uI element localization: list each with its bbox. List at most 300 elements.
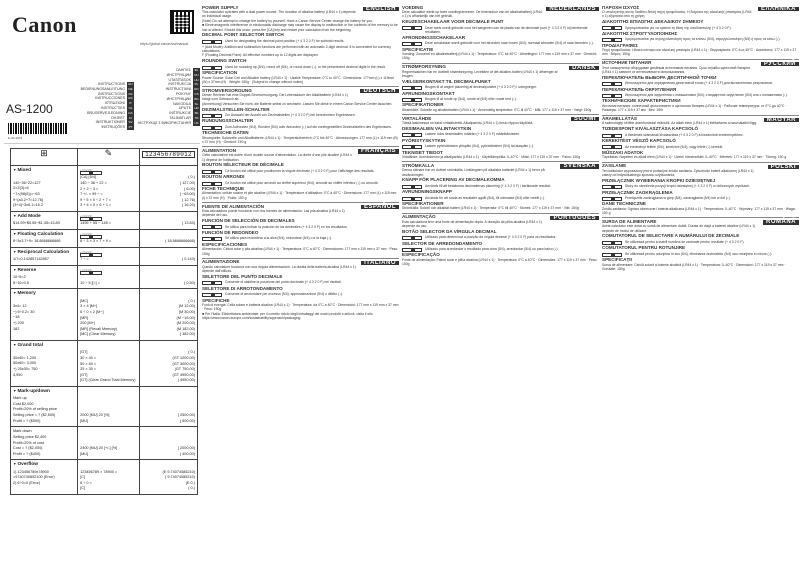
calc-expression: 2) 6÷0=0 (Error) bbox=[13, 480, 41, 485]
language-label: INSTRUKCJA bbox=[168, 82, 191, 87]
switch-description bbox=[202, 113, 399, 118]
language-badge: PORTUGUÊS bbox=[550, 216, 599, 220]
switch-icon bbox=[402, 98, 422, 102]
calc-display-result: (M 182.00) bbox=[176, 326, 195, 331]
switch-description bbox=[602, 240, 799, 245]
calc-expression: Selling price = ? ($2,500) bbox=[13, 412, 56, 417]
section-text: Regnemaskinen har en dobbelt strømforsyning. Levetiden af det alkaline-batteri (LR44 x 1) afhænger af brugen. bbox=[402, 69, 558, 78]
instructions-language-list-right bbox=[138, 68, 200, 126]
calc-expression: (3+4)÷3x6.1=16.2 bbox=[13, 203, 43, 208]
section-text: + (Add Mode): Addition and subtraction functions are performed with an automatic 2-digit decimal. It is convenient for currency calculations. bbox=[202, 44, 391, 53]
section-text: Strømkilde: Solcelle og alkalinebatteri (LR44 x 1) · Anvendelig temperatur: 0°C til 40°C · Mål: 177 x 119 x 37 mm · Vægt: 150g bbox=[402, 107, 592, 112]
language-badge: ITALIANO bbox=[361, 261, 399, 265]
calc-keystrokes: 200 [M+] bbox=[80, 321, 95, 326]
section-heading: SPECIFIKATIONER bbox=[402, 102, 444, 108]
manual-column-1 bbox=[202, 4, 399, 321]
calc-expression: Profit=20% of cost bbox=[13, 440, 44, 445]
language-code-badge: DA bbox=[128, 110, 133, 115]
switch-scale: + 4 3 2 0 F bbox=[80, 214, 92, 218]
calc-keystrokes: 123456789 × 78900 = bbox=[80, 469, 118, 474]
switch-description bbox=[602, 144, 799, 149]
section-heading: PRZEŁĄCZNIK ZAOKRĄGLENIA bbox=[602, 189, 673, 195]
calc-display-result: ( 500.00) bbox=[179, 418, 195, 423]
section-text: Ce bouton est utilisé pour positionner la virgule décimale (+ 4 3 2 0 F) pour l'affichage des résultats. bbox=[225, 168, 375, 173]
language-code-badge: IT bbox=[127, 101, 134, 106]
language-code-badge: ES bbox=[128, 96, 133, 101]
section-heading: DEZIMALSTELLEN-SCHALTER bbox=[202, 106, 270, 112]
section-text: Laskee tulos desimaalien määrän (+ 4 3 2 0 F) määrittämiseen. bbox=[425, 132, 521, 137]
switch-icon bbox=[602, 94, 622, 98]
switch-description bbox=[202, 39, 399, 44]
section-heading: FUNCIÓN DE REDONDEO bbox=[202, 229, 259, 235]
language-code-badge: BG bbox=[194, 96, 199, 101]
switch-icon bbox=[202, 126, 222, 130]
calc-expression: Selling price $2,400 bbox=[13, 434, 47, 439]
section-heading: AFRUNDINGSKONTAKT bbox=[402, 90, 455, 96]
language-code-badge: RO bbox=[194, 87, 199, 92]
language-code-badge: SL bbox=[194, 101, 199, 106]
section-heading: ИСТОЧНИК ПИТАНИЯ bbox=[602, 60, 652, 66]
section-text: Ten kalkulator wyposażony jest w podwójne źródło zasilania. Żywotność baterii alkalicznej (LR44 x 1) zależy od indywidualnego sposobu użytkowania. bbox=[602, 168, 754, 177]
section-heading: BOTÃO SELECTOR DA VÍRGULA DECIMAL bbox=[402, 228, 497, 234]
calc-display-result: ( 0.) bbox=[188, 298, 195, 303]
calc-expression: 30x40= 1,200 bbox=[13, 355, 37, 360]
calc-section-row bbox=[11, 211, 198, 229]
calc-section-title: ▼ Reciprocal Calculation bbox=[13, 250, 75, 255]
qr-url[interactable]: https://global.canon/ssi/manual bbox=[140, 42, 189, 46]
section-text: Источник питания: солнечный фотоэлемент и щелочная батарея (LR44 x 1) · Рабочие температуры: от 0°C до 40°C · Размеры: 177 x 119 x 37 мм · Вес: 150г bbox=[602, 103, 787, 113]
language-code-badge: PL bbox=[194, 82, 199, 87]
calc-section-row bbox=[11, 341, 198, 387]
calc-expression: Cost $2,000 bbox=[13, 401, 34, 406]
section-heading: DECIMAL POINT SELECTOR SWITCH bbox=[202, 32, 284, 38]
section-text: Sursa de alimentare: Celulă solară și baterie alcalină (LR44 x 1) · Temperatura: 0–40°C · Dimensiuni: 177 x 119 x 37 mm · Greutate: 150g bbox=[602, 262, 786, 271]
switch-icon bbox=[602, 241, 622, 245]
calc-section-row bbox=[11, 247, 198, 265]
section-text: Deze calculator werkt op twee voedingsbronnen. De levensduur van de alkalinebatterij (LR44 x 1) is afhankelijk van het gebruik. bbox=[402, 9, 542, 19]
section-heading: AFRONDINGSSCHAKELAAR bbox=[402, 34, 466, 40]
calc-display-result: ( 0.143) bbox=[181, 257, 195, 262]
calc-keystrokes: 2400 [MU] 20 [+/-] [%] bbox=[80, 446, 118, 451]
section-heading: FICHE TECHNIQUE bbox=[202, 186, 245, 191]
language-code-badge: SK bbox=[194, 111, 199, 116]
calc-keystrokes: 6 ÷ 0 = bbox=[80, 480, 92, 485]
language-code-badge: TR bbox=[194, 115, 199, 120]
language-label: UTASÍTÁSOK bbox=[168, 77, 191, 82]
section-heading: VIRTALÄHDE bbox=[402, 115, 432, 121]
calc-expression: −18 bbox=[13, 315, 20, 320]
section-heading: ROUNDING SWITCH bbox=[202, 58, 247, 64]
switch-description bbox=[202, 181, 399, 186]
section-heading: PYÖRISTYSKYTKIN bbox=[402, 137, 446, 143]
section-heading: ÁRAMELLÁTÁS bbox=[602, 116, 637, 121]
calc-expression: 8÷3x3.7+9= 18.8666666666 bbox=[13, 239, 61, 244]
section-text: F (Floating Decimal Point): All effective numbers up to 12 digits are displayed. bbox=[202, 53, 319, 58]
section-heading: COMUTATORUL PENTRU ROTUNJIRE bbox=[602, 245, 686, 251]
switch-icon bbox=[202, 225, 222, 229]
language-code-badge: FI bbox=[127, 116, 134, 121]
section-heading: PRZEŁĄCZNIK WYBIERANIA KROPKI DZIESIĘTNEJ bbox=[602, 177, 716, 183]
section-heading: ТЕХНИЧЕСКИЕ ХАРАКТЕРИСТИКИ bbox=[602, 98, 681, 104]
switch-icon bbox=[402, 248, 422, 252]
switch-icon bbox=[402, 42, 422, 46]
section-text: Tässä laskimessa on kaksi virtalähdettä. Alkaliparisto (LR44 x 1) kesto riippuu käytöstä. bbox=[402, 121, 534, 126]
section-text: Этот калькулятор оборудован двойным источником питания. Срок службы щелочной батареи (LR44 x 1) зависит от интенсивности использования. bbox=[602, 65, 751, 75]
calc-display-result: ( 6.00) bbox=[184, 186, 195, 191]
section-heading: ПЕРЕКЛЮЧАТЕЛЬ ВЫБОРА ДЕСЯТИЧНОЙ ТОЧКИ bbox=[602, 74, 717, 80]
calc-display-result: ( 18.8666666666) bbox=[165, 239, 195, 244]
section-text: Används till att bestämma decimalernas placering (+ 4 3 2 0 F) i beräknade resultat. bbox=[425, 183, 551, 188]
calc-expression bbox=[13, 486, 75, 492]
section-heading: ESPECIFICACIONES bbox=[202, 241, 248, 247]
calc-display-result: ( 13.83) bbox=[181, 221, 195, 226]
language-code-badge: DE bbox=[128, 86, 133, 91]
calc-section-title: ▼ Add Mode bbox=[13, 214, 75, 219]
switch-description bbox=[202, 169, 399, 174]
switch-icon bbox=[402, 236, 422, 240]
decimal-switch-icon bbox=[80, 271, 102, 275]
switch-icon bbox=[402, 133, 422, 137]
calc-display-result: (M 12.00) bbox=[178, 304, 195, 309]
calc-display-result: (M 30.00) bbox=[178, 310, 195, 315]
section-heading: KNAPP FÖR PLACERING AV DECIMALKOMMA bbox=[402, 177, 505, 183]
calc-keystrokes: 3 + 4 × 0 × 6 + 1 = bbox=[80, 203, 112, 208]
section-text: Źródło zasilania: Ogniwo słoneczne i bateria alkaliczna (LR44 x 1) · Temperatura: 0–40°C · Wymiary: 177 x 119 x 37 mm · Waga: 150 g bbox=[602, 206, 796, 216]
calc-keystrokes: [GT] bbox=[80, 350, 88, 355]
switch-description bbox=[402, 196, 599, 201]
switch-description bbox=[402, 184, 599, 189]
language-badge: ROMÂNĂ bbox=[763, 220, 799, 224]
language-label: INSTRUCTIES bbox=[101, 105, 125, 110]
section-text: Virtalähde: Aurinkokenno ja alkaliparisto (LR44 x 1) · Käyttölämpötila: 0–40°C · Mitat: 177 x 119 x 37 mm · Paino: 150g bbox=[402, 155, 581, 160]
calc-expression: 5÷10=0.5 bbox=[13, 280, 29, 285]
switch-icon bbox=[202, 281, 222, 285]
language-code-badge: PT bbox=[128, 125, 133, 130]
calc-expression: 1) 123456789x78900 bbox=[13, 469, 49, 474]
calc-keystrokes: 30 × 40 = bbox=[80, 356, 97, 361]
calc-expression: Mark down bbox=[13, 429, 32, 434]
calc-keystrokes: 50 × 60 = bbox=[80, 361, 97, 366]
section-text: Se utilizează pentru rotunjirea în sus (5/4), eliminarea zecimalelor (5/4) sau rotunjirea în minus (↓). bbox=[625, 251, 773, 256]
calc-expression: =9740740852100 (Error) bbox=[13, 475, 55, 480]
language-label: BEDIENUNGSANLEITUNG bbox=[80, 86, 125, 91]
language-section bbox=[602, 162, 799, 216]
section-text: Used for designating the decimal point position (+ 4 3 2 0 F) for subtotal results. bbox=[225, 38, 345, 43]
calc-keystrokes: 140 − 36 + 22 = bbox=[80, 180, 107, 185]
switch-description bbox=[602, 93, 799, 98]
calc-keystrokes: [MC] (Clear Memory) bbox=[80, 332, 116, 337]
language-label: INSTRUCŢIUNI bbox=[165, 87, 191, 92]
language-badge: DANSK bbox=[569, 66, 599, 70]
language-badge: SVENSKA bbox=[560, 164, 599, 168]
switch-description bbox=[402, 235, 599, 240]
section-heading: DANE TECHNICZNE bbox=[602, 201, 646, 207]
language-label: INSTRUÇÕES bbox=[101, 125, 125, 130]
switch-scale: + 4 3 2 0 F bbox=[80, 169, 92, 172]
calc-section-row bbox=[11, 386, 198, 426]
canon-logo: Canon bbox=[12, 12, 77, 37]
language-label: BRUGERVEJLEDNING bbox=[87, 110, 125, 115]
switch-icon bbox=[402, 26, 422, 30]
section-heading: SPECIFICATIE bbox=[402, 46, 434, 52]
switch-icon bbox=[202, 66, 222, 70]
calc-section-title: ▼ Overflow bbox=[13, 462, 75, 467]
language-label: UPUTE bbox=[178, 106, 191, 111]
calc-expression: 3x4= 12 bbox=[13, 304, 27, 309]
decimal-switch-icon bbox=[80, 217, 102, 221]
calc-display-result: ( 0.) bbox=[188, 486, 195, 491]
calc-display-result: ( 0.) bbox=[188, 175, 195, 180]
switch-icon bbox=[402, 197, 422, 201]
calc-display-result: ( −63.00) bbox=[179, 192, 195, 197]
instruction-language-item bbox=[138, 121, 200, 126]
section-text: Utilizado para arredondar o resultado para cima (5/4), arredondar (5/4) ou para baixo (↓). bbox=[425, 247, 559, 252]
switch-scale: + 4 3 2 0 F bbox=[80, 232, 92, 236]
section-text: Bruges til at angive placering af decimalpunktet (+ 4 3 2 0 F) i udregninger. bbox=[425, 85, 538, 90]
switch-description bbox=[602, 81, 799, 86]
language-label: TALİMATLAR bbox=[169, 115, 191, 120]
switch-icon bbox=[202, 170, 222, 174]
calc-display-result: ( 12.76) bbox=[181, 197, 195, 202]
section-text: Denna räknare har en dubbel strömkälla. Livslängden på alkaliska batteriet (LR44 x 1) beror på användningen. bbox=[402, 168, 545, 177]
language-section bbox=[202, 258, 399, 321]
instructions-language-list-left bbox=[78, 82, 134, 130]
language-label: INSTRUCTIONS bbox=[98, 82, 125, 86]
calc-keystrokes: 10 ÷ 5 [▷] = bbox=[80, 280, 100, 285]
section-text: Zum Aufrunden (5/4), Runden (5/4) oder Abrunden (↓) auf die voreingestellten Dezimalstellen des Ergebnisses. bbox=[225, 124, 392, 129]
section-text: ■ Per l'Italia. Etichettatura ambientale: per il corretto riciclo degli imballaggi dei nostri prodotti e articoli, visita il sito https://www.canon-europe.com/sustainability/approach/packaging bbox=[202, 311, 373, 321]
calc-keystrokes: 3 × 4 [M+] bbox=[80, 304, 98, 309]
switch-icon bbox=[402, 185, 422, 189]
section-heading: BOUTON ARRONDI bbox=[202, 174, 245, 180]
switch-description bbox=[602, 25, 799, 30]
section-heading: SURSA DE ALIMENTARE bbox=[602, 218, 657, 224]
section-text: Zur Auswahl der Anzahl von Dezimalstellen (+ 4 3 2 0 F) bei berechneten Ergebnissen. bbox=[225, 113, 356, 118]
switch-description bbox=[202, 280, 399, 285]
decimal-switch-icon bbox=[80, 253, 102, 257]
section-heading: KEREKÍTÉST VÉGZŐ KAPCSOLÓ bbox=[602, 138, 676, 144]
calc-expression: 9÷(a3.2+7=12.76) bbox=[13, 197, 44, 202]
model-name: AS-1200 bbox=[6, 102, 53, 116]
calc-keystrokes: [C] bbox=[80, 486, 85, 491]
switch-icon bbox=[602, 253, 622, 257]
switch-icon bbox=[602, 145, 622, 149]
section-text: A tizedesek számának kiválasztása (+ 4 3 2 0 F) a kiszámított eredményekhez. bbox=[625, 132, 744, 137]
calc-expression: 4,950 bbox=[13, 372, 23, 377]
section-heading: SPECIFICHE bbox=[202, 297, 230, 303]
language-section bbox=[602, 217, 799, 271]
calc-expression: +) 200 bbox=[13, 321, 24, 326]
switch-description bbox=[202, 65, 399, 70]
switch-description bbox=[602, 252, 799, 257]
section-text: Az eredményt felfelé (5/4), kerekítve (5/4), vagy lefelé (↓) kerekíti. bbox=[625, 144, 724, 149]
calc-section-title: ▼ Mixed bbox=[13, 168, 75, 173]
calc-section-title: ▼ Grand total bbox=[13, 343, 75, 348]
language-code-badge: UK bbox=[194, 120, 199, 125]
divider bbox=[202, 86, 399, 87]
language-badge: SUOMI bbox=[571, 117, 599, 121]
language-badge: ENGLISH bbox=[363, 7, 399, 11]
section-text: Bruges til at runde op (5/4), runde af (5/4) eller runde ned (↓). bbox=[425, 97, 517, 102]
switch-description bbox=[402, 85, 599, 90]
section-heading: BOUTON SÉLECTEUR DE DÉCIMALE bbox=[202, 162, 284, 168]
calc-section-row bbox=[11, 427, 198, 460]
switch-icon bbox=[602, 82, 622, 86]
language-section bbox=[202, 6, 399, 85]
calc-section-title: ▼ Mark-up/down bbox=[13, 389, 75, 394]
section-heading: ΔΙΑΚΟΠΤΗΣ ΕΠΙΛΟΓΗΣ ΔΕΚΑΔΙΚΟΥ ΣΗΜΕΙΟΥ bbox=[602, 19, 704, 25]
section-text: Stromquelle: Solarzelle und Alkalibatterie (LR44 x 1) · Temperaturbereich: 0°C bis 40°C · Abmessungen: 177 mm (L) x 119 mm (B) x 37 mm (H) · Gewicht: 150 g bbox=[202, 135, 398, 145]
calc-expression: 182 bbox=[13, 326, 20, 331]
calc-expression: Mark up bbox=[13, 396, 27, 401]
section-heading: ALIMENTATION bbox=[202, 147, 237, 153]
calc-keystrokes: 9 ÷ 5 × 0 ÷ 2 + 7 = bbox=[80, 197, 111, 202]
language-label: INSTRUCTIONS bbox=[98, 91, 125, 96]
language-code-badge: HU bbox=[194, 77, 199, 82]
section-heading: SELETTORE DEL PUNTO DECIMALE bbox=[202, 273, 283, 279]
switch-icon bbox=[402, 86, 422, 90]
section-text: Used for rounding up (5/4), round off (5/4), or round down (↓), to the preselected decimal digits in the result. bbox=[225, 64, 386, 69]
switch-description bbox=[202, 224, 399, 229]
calc-display-result: ( 0.50) bbox=[184, 280, 195, 285]
section-heading: SPECIFIKATIONER bbox=[402, 201, 444, 206]
section-heading: ESPECIFICAÇÃO bbox=[402, 252, 440, 258]
language-section bbox=[402, 114, 599, 159]
section-text: Используется для округления с повышением (5/4), стандартное округление (5/4) или с понижением (↓). bbox=[625, 93, 788, 98]
section-text: Esta calculadora puede funcionar con dos fuentes de alimentación. Las pila alcalina (LR44 x 1) depende del uso. bbox=[202, 209, 345, 218]
section-heading: ΔΙΑΚΟΠΤΗΣ ΣΤΡΟΓΓΥΛΟΠΟΙΗΣΗΣ bbox=[602, 30, 678, 36]
section-text: Cette calculatrice est dotée d'une double source d'alimentation. La durée d'une pile alcaline (LR44 x 1) dépend de l'utilisation. bbox=[202, 153, 352, 162]
decimal-switch-icon bbox=[80, 235, 102, 239]
switch-icon bbox=[602, 134, 622, 138]
section-heading: ALIMENTAÇÃO bbox=[402, 214, 436, 220]
section-heading: FUNCIÓN DE SELECCIÓN DE DECIMALES bbox=[202, 218, 295, 224]
calc-display-result: ( 16.20) bbox=[181, 203, 195, 208]
section-heading: STRÖMKÄLLA bbox=[402, 162, 435, 168]
calc-expression: −7×(98(6))=−63 bbox=[13, 191, 40, 196]
section-heading: KEUZESCHAKELAAR VOOR DECIMALE PUNT bbox=[402, 19, 504, 25]
language-section bbox=[602, 59, 799, 113]
section-text: ■ Electromagnetic interference or electrostatic discharge may cause the display to malfunction or the contents of the memory to be lost or altered. Should this occur, press the [CA] key and restart your calculation from the beginning. bbox=[202, 23, 398, 32]
calc-expression: 1/7=0.142857142857 bbox=[13, 257, 50, 262]
section-heading: TEKNISET TIEDOT bbox=[402, 149, 443, 155]
calc-section-row bbox=[11, 460, 198, 495]
language-code-badge: NL bbox=[128, 105, 133, 110]
calc-keystrokes: [C] bbox=[80, 475, 85, 480]
language-badge: ΕΛΛΗΝΙΚΑ bbox=[758, 7, 799, 11]
calc-keystrokes: [MR] bbox=[80, 315, 89, 320]
section-text: Consente di stabilire la posizione del punto decimale (+ 4 3 2 0 F) nei risultati. bbox=[225, 280, 342, 285]
section-text: Utilizado para determinar a posição da vírgula decimal (+ 4 3 2 0 F) para os resultados. bbox=[425, 235, 557, 240]
switch-description bbox=[402, 144, 599, 149]
section-heading: TIZEDESPONT KIVÁLASZTÁSA KAPCSOLÓ bbox=[602, 126, 699, 132]
language-code-badge: EN bbox=[128, 82, 133, 86]
calc-keystrokes: [CA] [5/4] bbox=[80, 175, 96, 180]
manual-column-3 bbox=[602, 4, 799, 271]
calc-display-result: ( 2500.00) bbox=[177, 413, 195, 418]
calc-display-result: ( 4950.00) bbox=[177, 378, 195, 383]
calc-section-row bbox=[11, 166, 198, 212]
calc-display-result: ( 400.00) bbox=[179, 451, 195, 456]
section-text: Dieser Rechner hat eine Doppel-Stromversorgung. Die Lebensdauer der Alkalibatterie (LR44 x 1) hängt vom Gebrauch ab. bbox=[202, 93, 348, 102]
calc-keystrokes: [GT] bbox=[80, 372, 88, 377]
section-heading: SELECTOR DE ARREDONDAMENTO bbox=[402, 240, 483, 246]
language-badge: FRANÇAIS bbox=[358, 149, 399, 153]
section-heading: ALIMENTAZIONE bbox=[202, 259, 240, 265]
language-label: POKYNY bbox=[176, 91, 191, 96]
decimal-switch-icon bbox=[80, 171, 102, 175]
language-label: INSTRUKTIONER bbox=[95, 120, 125, 125]
section-heading: STRØMFORSYNING bbox=[402, 64, 446, 70]
calc-expression: 140−36÷22=127 bbox=[13, 180, 41, 185]
calc-expression bbox=[13, 378, 75, 384]
qr-code-icon[interactable] bbox=[170, 10, 194, 34]
language-section bbox=[402, 63, 599, 112]
calc-display-result: (GT 1200.00) bbox=[172, 356, 195, 361]
language-label: ИНСТРУКЦИИ bbox=[166, 72, 191, 77]
calc-expression: 2×Z(3)=6 bbox=[13, 186, 29, 191]
section-text: Laskee pyöristämisen ylöspäin (5/4), pyöristäminen (5/4) tai alaspäin (↓). bbox=[425, 144, 534, 149]
switch-icon bbox=[202, 40, 222, 44]
section-text: Tápellátás: Napelem és alkáli elem (LR44 x 1) · Üzemi hőmérséklet: 0–40°C · Méretek: 177 x 119 x 37 mm · Tömeg: 150 g bbox=[602, 155, 787, 160]
switch-description bbox=[602, 184, 799, 189]
language-section bbox=[602, 6, 799, 57]
section-text: Służy do określenia pozycji kropki dziesiętnej (+ 4 3 2 0 F) w obliczonych wynikach. bbox=[625, 184, 751, 189]
section-text: Används för att runda av resultatet uppåt (5/4), till närmaste (5/4) eller nedåt (↓). bbox=[425, 195, 545, 200]
switch-icon bbox=[202, 182, 222, 186]
section-heading: POWER SUPPLY bbox=[202, 4, 239, 10]
section-text: Deze schakelaar wordt gebruikt voor het afronden naar boven (5/4), normaal afronden (5/4) of naar beneden (↓). bbox=[425, 41, 594, 46]
language-section bbox=[402, 6, 599, 61]
section-heading: COMUTATORUL DE SELECTARE A NUMĂRULUI DE ZECIMALE bbox=[602, 233, 740, 239]
section-text: Χρησιμοποιείται για να ορίσετε τη θέση της υποδιαστολής (+ 4 3 2 0 F). bbox=[625, 25, 732, 30]
section-heading: ΠΡΟΔΙΑΓΡΑΦΕΣ bbox=[602, 42, 638, 48]
language-code-badge: RU bbox=[194, 72, 199, 77]
calc-display-result: ( 9.74074085210) bbox=[165, 475, 195, 480]
calc-display-result: (E 9.74074085210) bbox=[162, 469, 195, 474]
section-heading: FUENTE DE ALIMENTACIÓN bbox=[202, 203, 265, 209]
section-text: Acest calculator este dotat cu sursă de alimentare dublă. Durata de viaţă a bateriei alcaline (LR44 x 1) depinde de modul de utilizare. bbox=[602, 224, 756, 233]
calc-display-result: ( 0.) bbox=[188, 350, 195, 355]
switch-scale: + 4 3 2 0 F bbox=[80, 268, 92, 272]
section-text: Χρησιμοποιείται για στρογγυλοποίηση προς τα επάνω (5/4), στρογγυλοποίηση (5/4) ή προς τα κάτω (↓). bbox=[625, 37, 781, 42]
barcode-number: E-IM-3003 bbox=[8, 136, 23, 140]
switch-icon bbox=[602, 38, 622, 42]
calc-keystrokes: [MR] (Recall Memory) bbox=[80, 326, 118, 331]
language-code-badge: EL bbox=[194, 68, 199, 72]
calc-display-result: (E 0.) bbox=[185, 480, 195, 485]
calc-expression: −) 6÷0.2= 30 bbox=[13, 309, 35, 314]
language-code-badge: CS bbox=[194, 91, 199, 96]
calc-display-result: (M 200.00) bbox=[176, 321, 195, 326]
calc-display-result: (GT 750.00) bbox=[174, 367, 195, 372]
display-icon: 123456789012 bbox=[142, 151, 195, 158]
switch-description bbox=[602, 37, 799, 42]
section-text: Deze toets wordt gebruikt voor het aangeven van de plaats van de decimale punt (+ 4 3 2 0 F) bij berekende resultaten. bbox=[425, 25, 588, 34]
section-text: Alimentación: Célula solar y pila alcalina (LR44 x 1) · Temperatura: 0°C a 40°C · Dimensiones: 177 mm x 119 mm x 37 mm · Peso: 150g bbox=[202, 247, 399, 256]
switch-icon bbox=[402, 145, 422, 149]
barcode-icon bbox=[8, 123, 68, 134]
section-text: Fonti di energia: Cella solare e batteria alcalina (LR44 x 1) · Temperatura: da 0°C a 40°C · Dimensioni: 177 mm x 119 mm x 37 mm · Peso: 150g bbox=[202, 302, 399, 312]
language-section bbox=[402, 213, 599, 267]
section-text: Πηγή τροφοδοσίας: Ηλιακό κύτταρο και αλκαλική μπαταρία (LR44 x 1) · Θερμοκρασία: 0°C έως 40°C · Διαστάσεις: 177 x 119 x 37 mm · Βάρος: 150g bbox=[602, 48, 797, 57]
switch-description bbox=[402, 97, 599, 102]
switch-icon bbox=[202, 114, 222, 118]
section-text: A számológép kétféle áramforrással működik. Az alkáli elem (LR44 x 1) élettartama a használattól függ. bbox=[602, 121, 758, 126]
calc-section-row bbox=[11, 229, 198, 247]
section-heading: MŰSZAKI ADATOK bbox=[602, 149, 644, 155]
switch-icon bbox=[602, 26, 622, 30]
